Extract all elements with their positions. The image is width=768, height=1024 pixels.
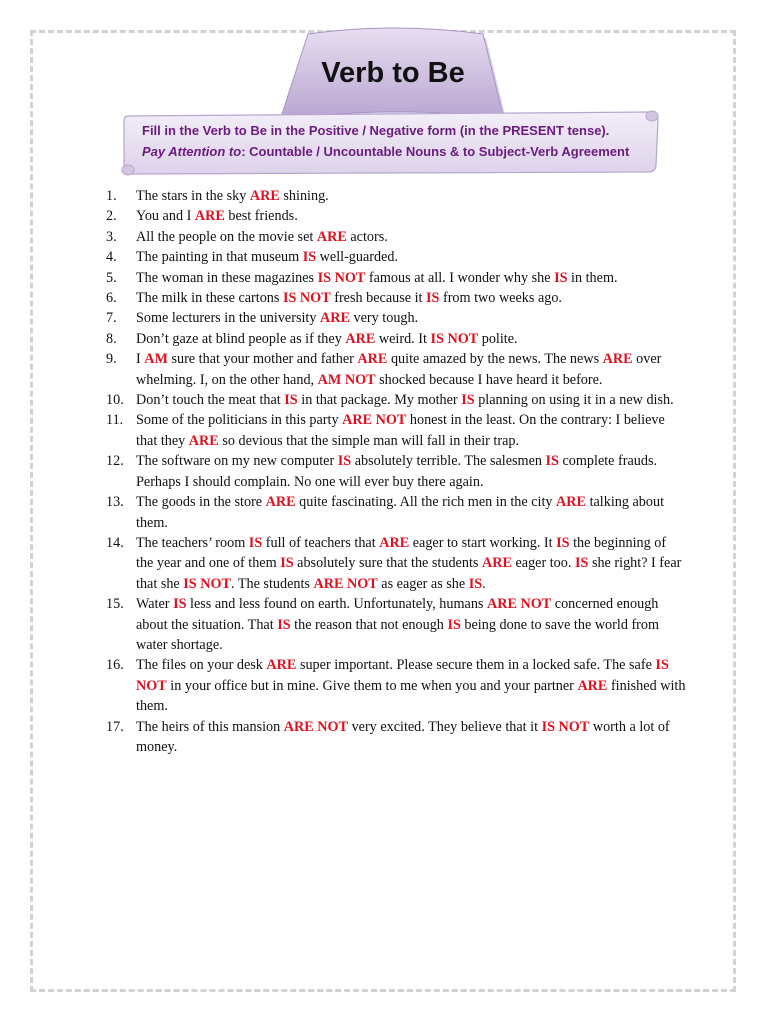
answer-text: IS [554, 269, 568, 286]
sentence-text: being done to save the world from water shortage. [136, 616, 660, 653]
sentence-text: quite amazed by the news. The news [387, 351, 603, 368]
answer-text: ARE [379, 534, 410, 551]
exercise-number: 14. [106, 534, 124, 551]
sentence-text: complete frauds. Perhaps I should complain. No one will ever buy there again. [136, 453, 658, 490]
exercise-item [106, 390, 686, 410]
sentence-text: very excited. They believe that it [348, 718, 542, 735]
exercise-item [106, 268, 686, 288]
answer-text: ARE [316, 228, 347, 245]
sentence-text: absolutely sure that the students [293, 555, 482, 572]
sentence-text: actors. [346, 228, 388, 245]
sentence-text: worth a lot of money. [136, 718, 670, 755]
sentence-text: the reason that not enough [290, 616, 448, 633]
sentence-text: Some lecturers in the university [136, 310, 321, 327]
sentence-text: Don’t gaze at blind people as if they [136, 330, 346, 347]
answer-text: ARE [265, 494, 296, 511]
sentence-text: finished with them. [136, 677, 686, 715]
sentence-text: the beginning of the year and one of them [136, 534, 667, 572]
sentence-text: talking about them. [136, 494, 665, 531]
exercise-item [106, 533, 686, 594]
exercise-number: 16. [106, 657, 124, 674]
exercise-item [106, 308, 686, 328]
sentence-text: as eager as she [377, 575, 469, 592]
sentence-text: shocked because I have heard it before. [375, 371, 603, 388]
sentence-text: so devious that the simple man will fall in their trap. [218, 432, 520, 449]
instructions-emphasis: Pay Attention to [142, 144, 242, 159]
exercise-item [106, 451, 686, 492]
sentence-text: super important. Please secure them in a locked safe. The safe [296, 657, 656, 674]
answer-text: IS NOT [541, 718, 590, 735]
answer-text: AM [144, 351, 168, 368]
sentence-text: over whelming. I, on the other hand, [136, 351, 662, 388]
exercise-number: 9. [106, 351, 117, 368]
exercise-item [106, 329, 686, 349]
exercise-item [106, 655, 686, 716]
sentence-text: The files on your desk [136, 657, 267, 674]
exercise-number: 10. [106, 392, 124, 409]
sentence-text: in your office but in mine. Give them to me when you and your partner [166, 677, 578, 694]
answer-text: IS NOT [282, 290, 331, 307]
sentence-text: The stars in the sky [136, 188, 250, 204]
answer-text: IS [461, 392, 475, 409]
answer-text: ARE [194, 208, 225, 225]
answer-text: ARE NOT [313, 575, 378, 592]
answer-text: ARE NOT [486, 596, 552, 613]
sentence-text: fresh because it [330, 290, 427, 307]
sentence-text: absolutely terrible. The salesmen [351, 453, 546, 470]
answer-text: IS [302, 249, 317, 266]
exercise-number: 13. [106, 494, 124, 511]
exercise-number: 2. [106, 208, 117, 225]
exercise-item [106, 594, 686, 655]
exercise-number: 5. [106, 269, 117, 286]
exercise-number: 12. [106, 453, 124, 470]
sentence-text: very tough. [349, 310, 419, 327]
sentence-text: The goods in the store [136, 494, 266, 511]
sentence-text: famous at all. I wonder why she [365, 269, 555, 286]
answer-text: ARE [249, 188, 280, 204]
sentence-text: shining. [279, 188, 329, 204]
answer-text: ARE NOT [283, 718, 349, 735]
sentence-text: less and less found on earth. Unfortunately, humans [186, 596, 487, 613]
answer-text: IS [337, 453, 352, 470]
sentence-text: sure that your mother and father [167, 351, 358, 368]
answer-text: IS NOT [430, 330, 479, 347]
answer-text: IS [545, 453, 559, 470]
exercise-item [106, 492, 686, 533]
exercise-number: 15. [106, 596, 124, 613]
answer-text: IS [556, 534, 570, 551]
instructions-text [142, 120, 654, 162]
exercise-number: 11. [106, 412, 124, 429]
answer-text: ARE [345, 330, 376, 347]
sentence-text: eager to start working. It [409, 534, 557, 551]
exercise-number: 17. [106, 718, 124, 735]
sentence-text: . [482, 575, 486, 592]
answer-text: IS [277, 616, 291, 633]
answer-text: IS NOT [136, 657, 669, 694]
answer-text: ARE [357, 351, 388, 368]
exercise-item [106, 186, 686, 206]
exercise-item [106, 206, 686, 226]
answer-text: ARE [481, 555, 512, 572]
sentence-text: she right? I fear that she [136, 555, 682, 592]
sentence-text: honest in the least. On the contrary: I believe that they [136, 412, 665, 449]
sentence-text: concerned enough about the situation. That [136, 596, 659, 633]
answer-text: IS [574, 555, 589, 572]
exercise-number: 8. [106, 330, 117, 347]
sentence-text: Water [136, 596, 174, 613]
sentence-text: The software on my new computer [136, 453, 338, 470]
sentence-text: planning on using it in a new dish. [474, 392, 674, 409]
answer-text: ARE [320, 310, 350, 327]
sentence-text: quite fascinating. All the rich men in the city [295, 494, 557, 511]
answer-text: IS [280, 555, 294, 572]
sentence-text: I [136, 351, 145, 368]
sentence-text: . The students [230, 575, 314, 592]
sentence-text: The teachers’ room [136, 534, 249, 551]
sentence-text: weird. It [375, 330, 431, 347]
instructions-line-2 [142, 141, 654, 162]
exercise-number: 4. [106, 249, 117, 266]
answer-text: ARE [556, 494, 587, 511]
exercise-item [106, 349, 686, 390]
instructions-line-1: Fill in the Verb to Be in the Positive / Negative form (in the PRESENT tense). [142, 123, 610, 138]
exercise-number: 1. [106, 188, 117, 204]
exercise-item [106, 227, 686, 247]
answer-text: IS [173, 596, 187, 613]
exercise-number: 7. [106, 310, 117, 327]
instructions-line-2-rest: : Countable / Uncountable Nouns & to Subject-Verb Agreement [241, 144, 630, 159]
sentence-text: The heirs of this mansion [136, 718, 284, 735]
answer-text: IS [447, 616, 461, 633]
sentence-text: full of teachers that [262, 534, 380, 551]
answer-text: AM NOT [317, 371, 376, 388]
sentence-text: The milk in these cartons [136, 290, 283, 307]
answer-text: ARE [266, 657, 297, 674]
answer-text: IS [284, 392, 298, 409]
sentence-text: All the people on the movie set [136, 228, 317, 245]
sentence-text: in that package. My mother [297, 392, 462, 409]
exercise-item [106, 247, 686, 267]
sentence-text: The woman in these magazines [136, 269, 318, 286]
sentence-text: Don’t touch the meat that [136, 392, 285, 409]
exercise-item [106, 410, 686, 451]
answer-text: ARE NOT [342, 412, 407, 429]
sentence-text: eager too. [511, 555, 575, 572]
page-title: Verb to Be [321, 57, 465, 89]
answer-text: IS NOT [317, 269, 366, 286]
answer-text: IS NOT [183, 575, 231, 592]
sentence-text: from two weeks ago. [439, 290, 562, 307]
sentence-text: in them. [567, 269, 618, 286]
exercise-item [106, 288, 686, 308]
exercise-number: 3. [106, 228, 117, 245]
exercise-item [106, 717, 686, 758]
sentence-text: You and I [136, 208, 195, 225]
sentence-text: The painting in that museum [136, 249, 303, 266]
answer-text: IS [426, 290, 440, 307]
exercise-number: 6. [106, 290, 117, 307]
answer-text: ARE [602, 351, 633, 368]
sentence-text: Some of the politicians in this party [136, 412, 343, 429]
answer-text: ARE [577, 677, 608, 694]
exercise-list [106, 186, 686, 757]
sentence-text: best friends. [224, 208, 298, 225]
sentence-text: well-guarded. [316, 249, 399, 266]
instructions-scroll [118, 108, 660, 176]
answer-text: IS [468, 575, 483, 592]
sentence-text: polite. [478, 330, 518, 347]
answer-text: ARE [188, 432, 219, 449]
answer-text: IS [248, 534, 263, 551]
